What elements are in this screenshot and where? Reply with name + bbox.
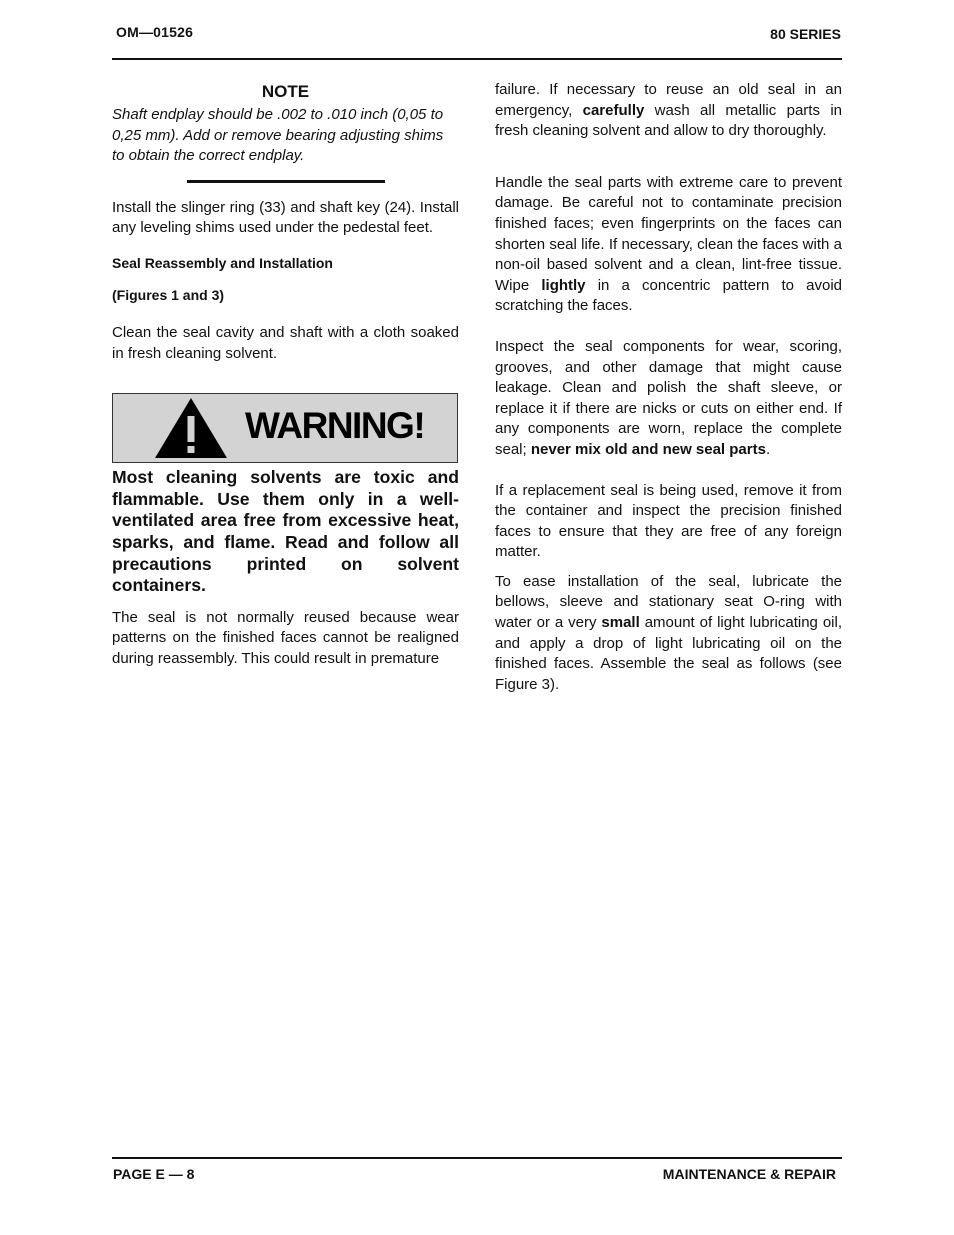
handle-seal-paragraph: Handle the seal parts with extreme care to prevent damage. Be careful not to contaminate precision finished faces; even fingerprints on the faces can shorten seal life. If necessary, clean the faces with a non-oil based solvent and a clean, lint-free tissue. Wipe lightly in a concentric pattern to avoid scratching the faces. (495, 173, 842, 315)
note-title: NOTE (261, 82, 310, 101)
warning-triangle-icon (153, 396, 229, 460)
warning-label: WARNING! (245, 405, 425, 447)
section-heading: Seal Reassembly and Installation (112, 254, 333, 271)
section-subheading: (Figures 1 and 3) (112, 286, 225, 303)
header-rule (112, 58, 842, 60)
lubricate-paragraph: To ease installation of the seal, lubricate the bellows, sleeve and stationary seat O-ring with water or a very small amount of light lubricating oil, and apply a drop of light lubricating oil on the finished faces. Assemble the seal as follows (see Figure 3). (495, 572, 842, 693)
emphasis-carefully: carefully (582, 101, 645, 119)
series-label: 80 SERIES (770, 26, 841, 42)
emphasis-small: small (601, 614, 640, 632)
note-divider (187, 180, 385, 183)
emphasis-never-mix: never mix old and new seal parts (530, 440, 766, 458)
note-text: Shaft endplay should be .002 to .010 inch (0,05 to 0,25 mm). Add or remove bearing adjusting shims to obtain the correct endplay. (112, 106, 444, 165)
inspect-paragraph: Inspect the seal components for wear, scoring, grooves, and other damage that might cause leakage. Clean and polish the shaft sleeve, or replace it if there are nicks or cuts on either end. If any components are worn, replace the complete seal; never mix old and new seal parts. (495, 337, 842, 458)
failure-paragraph: failure. If necessary to reuse an old seal in an emergency, carefully wash all metallic parts in fresh cleaning solvent and allow to dry thoroughly. (495, 81, 842, 140)
replacement-paragraph: If a replacement seal is being used, remove it from the container and inspect the precision finished faces to ensure that they are free of any foreign matter. (495, 481, 842, 561)
warning-banner (112, 393, 458, 463)
seal-reuse-paragraph: The seal is not normally reused because wear patterns on the finished faces cannot be realigned during reassembly. This could result in premature (112, 608, 459, 667)
page-number: PAGE E — 8 (113, 1166, 195, 1182)
clean-cavity-paragraph: Clean the seal cavity and shaft with a cloth soaked in fresh cleaning solvent. (112, 323, 459, 362)
footer-rule (112, 1157, 842, 1159)
slinger-paragraph: Install the slinger ring (33) and shaft key (24). Install any leveling shims used under the pedestal feet. (112, 198, 459, 237)
left-column (112, 78, 459, 670)
document-number: OM—01526 (116, 24, 194, 40)
right-column (495, 78, 842, 695)
warning-text: Most cleaning solvents are toxic and flammable. Use them only in a well-ventilated area free from excessive heat, sparks, and flame. Read and follow all precautions printed on solvent containers. (112, 467, 459, 596)
section-name: MAINTENANCE & REPAIR (662, 1166, 836, 1182)
emphasis-lightly: lightly (541, 276, 586, 294)
